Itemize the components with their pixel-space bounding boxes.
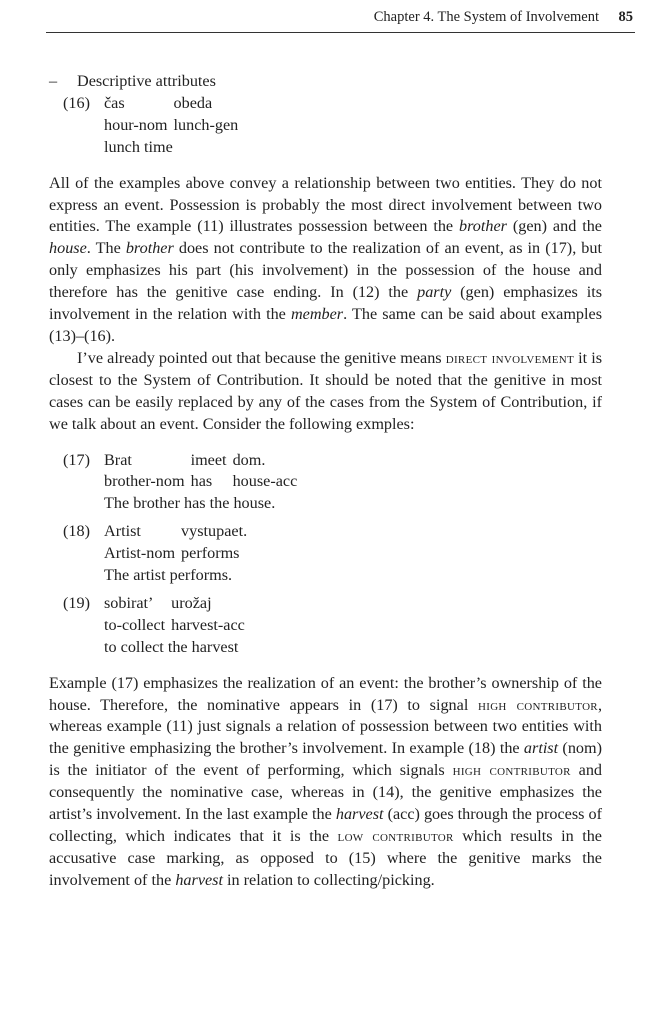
paragraph-1: All of the examples above convey a relationship between two entities. They do not express an event. Possession is probably the most direct involvement between two entities. The example (11) illustrates possession between the brother (gen) and the house. The brother does not contribute to the realization of an event, as in (17), but only emphasizes his part (his involvement) in the possession of the house and therefore has the genitive case ending. In (12) the party (gen) emphasizes its involvement in the relation with the member. The same can be said about examples (13)–(16). [49,173,602,345]
word: imeet [190,450,227,469]
bullet-dash: – [49,72,58,90]
page-number: 85 [618,9,633,25]
word: obeda [173,93,213,112]
gloss: performs [181,544,240,563]
example-17 [63,450,602,516]
bullet-label: Descriptive attributes [77,72,216,90]
paragraph-3: Example (17) emphasizes the realization of an event: the brother’s ownership of the house. Therefore, the nominative appears in (17) to signal high contributor, whereas example (11) just signals a relation of possession between two entities with the genitive emphasizing the brother’s involvement. In example (18) the artist (nom) is the initiator of the event of performing, which signals high contributor and consequently the nominative case, whereas in (14), the genitive emphasizes the artist’s involvement. In the last example the harvest (acc) goes through the process of collecting, which indicates that it is the low contributor which results in the accusative case marking, as opposed to (15) where the genitive marks the involvement of the harvest in relation to collecting/picking. [49,673,603,889]
gloss: brother-nom [104,472,185,491]
example-number: (17) [63,450,90,469]
gloss-table [104,521,253,565]
gloss: harvest-acc [171,615,245,634]
example-18 [63,521,602,587]
translation: The artist performs. [104,566,233,585]
translation: lunch time [104,137,173,156]
gloss-table [104,593,251,637]
example-number: (16) [63,93,90,112]
translation: The brother has the house. [104,494,276,513]
gloss-table [104,93,244,137]
translation: to collect the harvest [104,637,239,656]
gloss: house-acc [232,472,298,491]
gloss: to-collect [104,615,166,634]
paragraph-2: I’ve already pointed out that because the genitive means direct involvement it is closest to the System of Contribution. It should be noted that the genitive in most cases can be easily replaced by any of the cases from the System of Contribution, if we talk about an event. Consider the following exmples: [49,348,603,433]
word: čas [104,93,125,112]
word: vystupaet. [181,522,248,541]
gloss-table [104,450,303,494]
gloss: hour-nom [104,115,168,134]
running-header [46,6,635,33]
example-number: (18) [63,522,90,541]
word: Artist [104,522,141,541]
word: dom. [232,450,266,469]
example-19 [63,593,602,659]
chapter-title: Chapter 4. The System of Involvement [373,9,599,25]
gloss: lunch-gen [173,115,239,134]
word: sobirat’ [104,593,154,612]
gloss: Artist-nom [104,544,176,563]
bullet-item [49,71,602,93]
word: urožaj [171,593,212,612]
page-body [49,71,602,892]
example-16 [63,93,602,159]
word: Brat [104,450,132,469]
example-number: (19) [63,593,90,612]
gloss: has [190,472,213,491]
